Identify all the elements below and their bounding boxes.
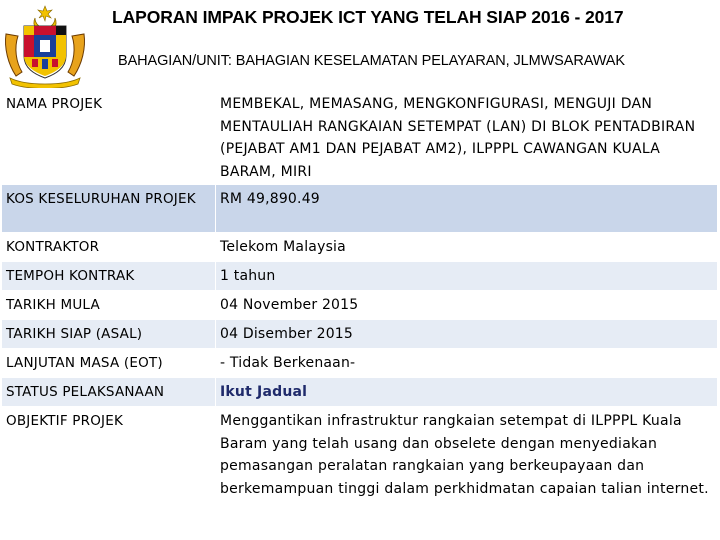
row-label: STATUS PELAKSANAAN bbox=[2, 377, 216, 406]
row-value: 04 November 2015 bbox=[216, 290, 718, 319]
row-value: MEMBEKAL, MEMASANG, MENGKONFIGURASI, MENGUJI DAN MENTAULIAH RANGKAIAN SETEMPAT (LAN) DI BLOK PENTADBIRAN (PEJABAT AM1 DAN PEJABAT AM2), ILPPPL CAWANGAN KUALA BARAM, MIRI bbox=[216, 90, 718, 185]
table-row-nama-projek bbox=[2, 90, 718, 185]
status-badge: Ikut Jadual bbox=[216, 377, 718, 406]
row-value: - Tidak Berkenaan- bbox=[216, 348, 718, 377]
table-row-tarikh-mula bbox=[2, 290, 718, 319]
page-title: LAPORAN IMPAK PROJEK ICT YANG TELAH SIAP 2016 - 2017 bbox=[112, 7, 624, 27]
row-value: 1 tahun bbox=[216, 261, 718, 290]
project-info-table bbox=[1, 89, 718, 519]
row-value: Menggantikan infrastruktur rangkaian setempat di ILPPPL Kuala Baram yang telah usang dan obselete dengan menyediakan pemasangan peralatan rangkaian yang berkeupayaan dan berkemampuan tinggi dalam perkhidmatan capaian talian internet. bbox=[216, 406, 718, 518]
table-row-status bbox=[2, 377, 718, 406]
table-row-tarikh-siap bbox=[2, 319, 718, 348]
table-row-lanjutan bbox=[2, 348, 718, 377]
row-label: KONTRAKTOR bbox=[2, 232, 216, 261]
row-label: TARIKH MULA bbox=[2, 290, 216, 319]
table-row-kontraktor bbox=[2, 232, 718, 261]
table-row-objektif bbox=[2, 406, 718, 518]
row-label: TARIKH SIAP (ASAL) bbox=[2, 319, 216, 348]
table-row-kos bbox=[2, 184, 718, 232]
division-subtitle: BAHAGIAN/UNIT: BAHAGIAN KESELAMATAN PELAYARAN, JLMWSARAWAK bbox=[118, 53, 625, 69]
row-value: RM 49,890.49 bbox=[216, 184, 718, 232]
row-label: LANJUTAN MASA (EOT) bbox=[2, 348, 216, 377]
row-label: TEMPOH KONTRAK bbox=[2, 261, 216, 290]
malaysia-coat-of-arms-icon bbox=[2, 4, 88, 88]
row-label: NAMA PROJEK bbox=[2, 90, 216, 185]
row-label: OBJEKTIF PROJEK bbox=[2, 406, 216, 518]
row-label: KOS KESELURUHAN PROJEK bbox=[2, 184, 216, 232]
row-value: 04 Disember 2015 bbox=[216, 319, 718, 348]
table-row-tempoh bbox=[2, 261, 718, 290]
row-value: Telekom Malaysia bbox=[216, 232, 718, 261]
